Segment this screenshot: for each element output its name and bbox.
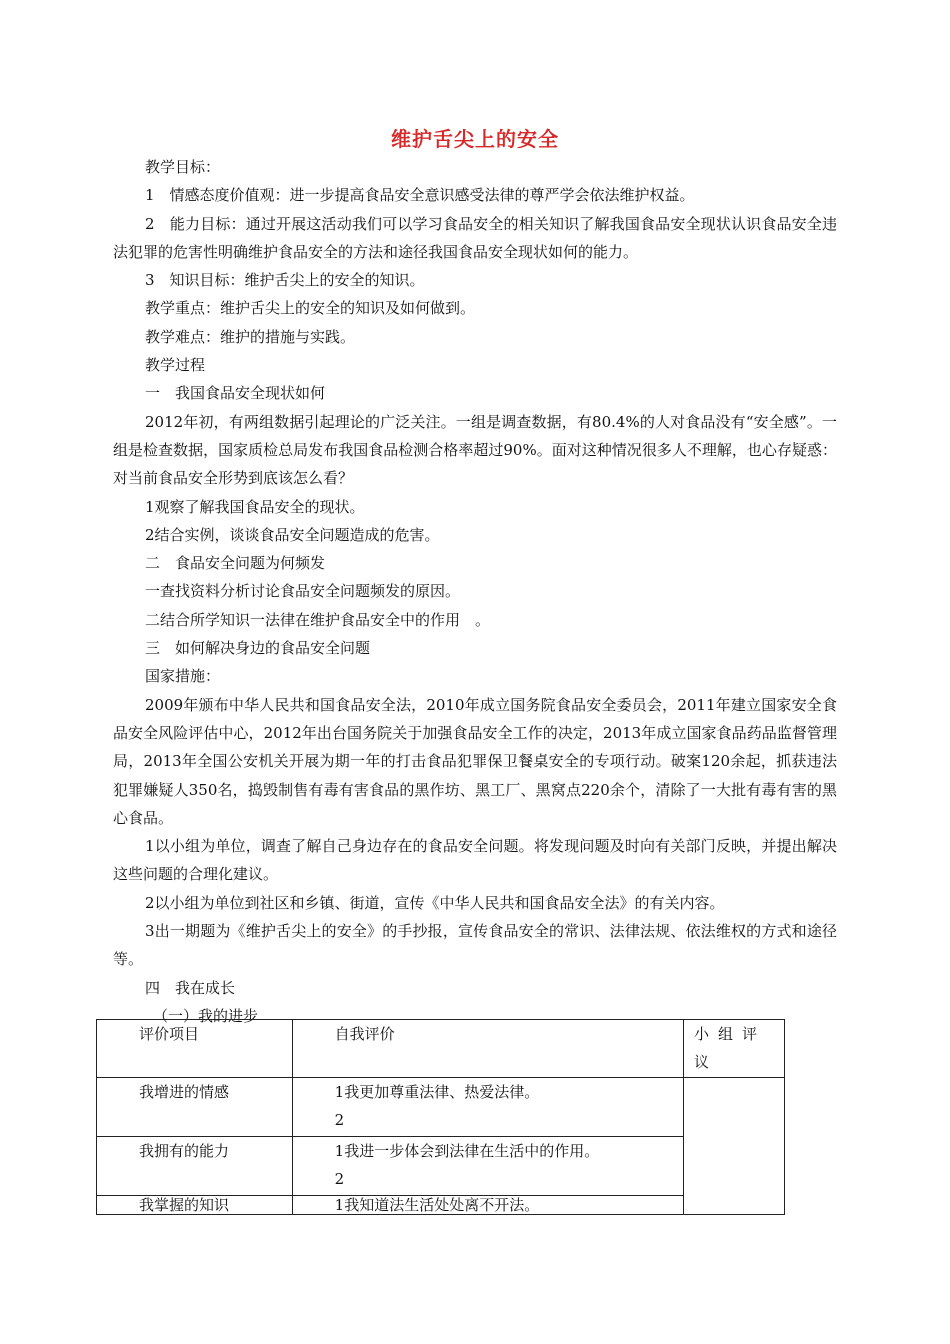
paragraph: 2 能力目标：通过开展这活动我们可以学习食品安全的相关知识了解我国食品安全现状认识食品安全违法犯罪的危害性明确维护食品安全的方法和途径我国食品安全现状如何的能力。: [113, 214, 837, 261]
row-item: 我掌握的知识: [97, 1196, 293, 1215]
subsection-heading: （一）我的进步: [153, 1006, 259, 1025]
paragraph: 2009年颁布中华人民共和国食品安全法，2010年成立国务院食品安全委员会，2011年建立国家安全食品安全风险评估中心，2012年出台国务院关于加强食品安全工作的决定，2013年成立国家食品药品监督管理局，2013年全国公安机关开展为期一年的打击食品犯罪保卫餐桌安全的专项行动。破案120余起，抓获违法犯罪嫌疑人350名，捣毁制售有毒有害食品的黑作坊、黑工厂、黑窝点220余个，清除了一大批有毒有害的黑心食品。: [113, 695, 837, 827]
paragraph: 教学目标：: [145, 158, 221, 176]
body-text: [113, 153, 837, 1030]
paragraph: 1 情感态度价值观：进一步提高食品安全意识感受法律的尊严学会依法维护权益。: [145, 186, 695, 205]
self-eval-line: 1我更加尊重法律、热爱法律。: [334, 1083, 540, 1101]
paragraph: 教学难点：维护的措施与实践。: [145, 327, 356, 346]
paragraph: 2结合实例，谈谈食品安全问题造成的危害。: [145, 525, 440, 544]
row-item: 我增进的情感: [97, 1078, 293, 1137]
table-header-row: [97, 1020, 785, 1078]
row-self-eval: [292, 1078, 683, 1137]
self-eval-line: 1我知道法生活处处离不开法。: [334, 1196, 540, 1214]
evaluation-table: [96, 1019, 785, 1215]
section-heading: 四 我在成长: [145, 978, 236, 997]
section-heading: 三 如何解决身边的食品安全问题: [145, 639, 371, 658]
row-item: 我拥有的能力: [97, 1137, 293, 1196]
paragraph: 1观察了解我国食品安全的现状。: [145, 497, 365, 516]
self-eval-line: 1我进一步体会到法律在生活中的作用。: [334, 1142, 600, 1160]
row-self-eval: [292, 1137, 683, 1196]
group-eval-label: 小组评议: [694, 1025, 767, 1071]
section-heading: 二 食品安全问题为何频发: [145, 554, 326, 573]
header-cell-group: [684, 1020, 785, 1078]
paragraph: 2以小组为单位到社区和乡镇、街道，宣传《中华人民共和国食品安全法》的有关内容。: [145, 893, 725, 912]
header-cell-item: 评价项目: [97, 1020, 293, 1078]
section-heading: 一 我国食品安全现状如何: [145, 384, 326, 403]
self-eval-line: 2: [334, 1170, 345, 1188]
paragraph: 教学重点：维护舌尖上的安全的知识及如何做到。: [145, 299, 476, 318]
paragraph: 3出一期题为《维护舌尖上的安全》的手抄报，宣传食品安全的常识、法律法规、依法维权的方式和途径等。: [113, 922, 837, 969]
group-eval-cell: [684, 1078, 785, 1215]
table-row: [97, 1137, 785, 1196]
paragraph: 二结合所学知识一法律在维护食品安全中的作用 。: [145, 610, 491, 629]
paragraph: 3 知识目标：维护舌尖上的安全的知识。: [145, 271, 425, 290]
self-eval-line: 2: [334, 1111, 345, 1129]
page-title: 维护舌尖上的安全: [391, 127, 559, 151]
table-row: [97, 1078, 785, 1137]
paragraph: 一查找资料分析讨论食品安全问题频发的原因。: [145, 582, 461, 601]
paragraph: 国家措施：: [145, 667, 221, 686]
paragraph: 1以小组为单位，调查了解自己身边存在的食品安全问题。将发现问题及时向有关部门反映，并提出解决这些问题的合理化建议。: [113, 837, 837, 884]
header-cell-self: 自我评价: [292, 1020, 683, 1078]
paragraph: 2012年初，有两组数据引起理论的广泛关注。一组是调查数据，有80.4%的人对食品没有“安全感”。一组是检查数据，国家质检总局发布我国食品检测合格率超过90%。面对这种情况很多人不理解，也心存疑惑：对当前食品安全形势到底该怎么看？: [113, 412, 837, 488]
table-row: [97, 1196, 785, 1215]
row-self-eval: [292, 1196, 683, 1215]
paragraph: 教学过程: [145, 356, 206, 375]
